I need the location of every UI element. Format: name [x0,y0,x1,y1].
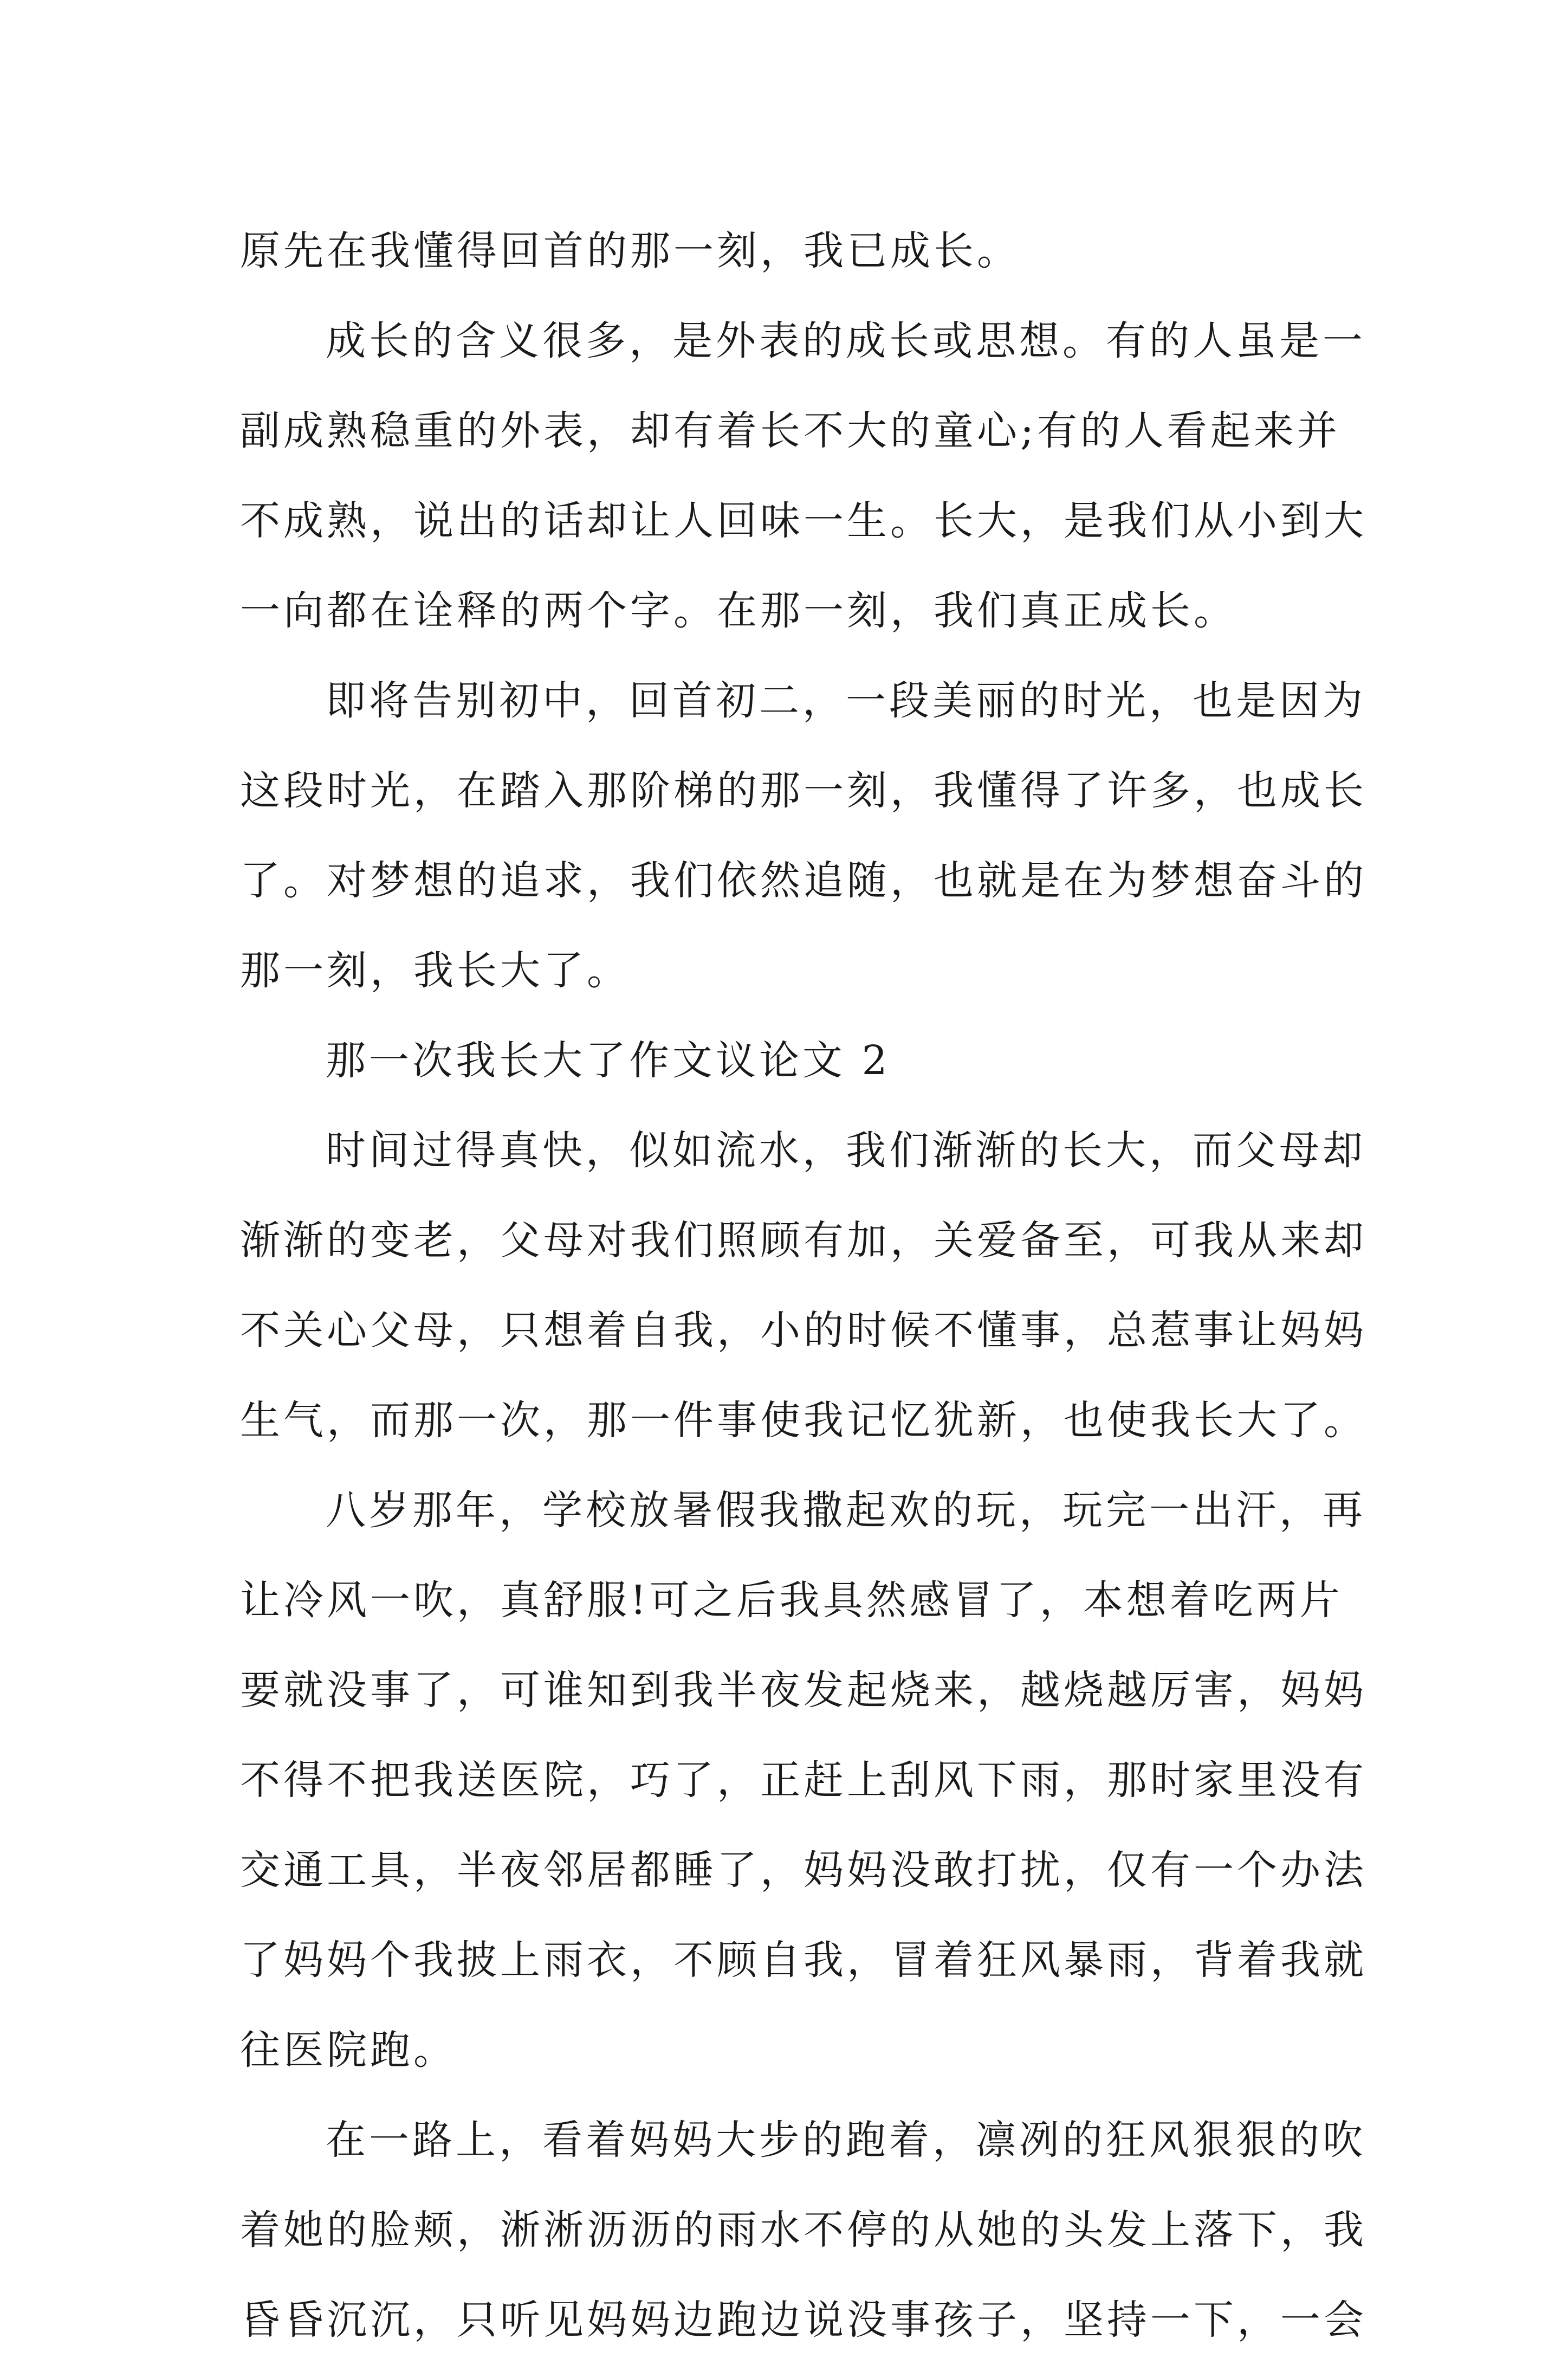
text-line: 这段时光，在踏入那阶梯的那一刻，我懂得了许多，也成长 [240,767,1367,814]
text-line: 副成熟稳重的外表，却有着长不大的童心;有的人看起来并 [240,408,1340,454]
text-line: 即将告别初中，回首初二，一段美丽的时光，也是因为 [326,677,1366,724]
text-line: 昏昏沉沉，只听见妈妈边跑边说没事孩子，坚持一下，一会 [240,2297,1367,2343]
text-line: 那一刻，我长大了。 [240,947,630,994]
text-line: 八岁那年，学校放暑假我撒起欢的玩，玩完一出汗，再 [326,1487,1366,1534]
text-line: 让冷风一吹，真舒服!可之后我具然感冒了，本想着吃两片 [240,1577,1343,1624]
text-line: 不关心父母，只想着自我，小的时候不懂事，总惹事让妈妈 [240,1307,1367,1354]
essay-body [240,206,1367,2365]
text-line: 了。对梦想的追求，我们依然追随，也就是在为梦想奋斗的 [240,857,1367,904]
text-line: 生气，而那一次，那一件事使我记忆犹新，也使我长大了。 [240,1397,1367,1444]
text-line: 成长的含义很多，是外表的成长或思想。有的人虽是一 [326,318,1366,364]
text-line: 着她的脸颊，淅淅沥沥的雨水不停的从她的头发上落下，我 [240,2207,1367,2253]
text-line: 渐渐的变老，父母对我们照顾有加，关爱备至，可我从来却 [240,1217,1367,1264]
text-line: 时间过得真快，似如流水，我们渐渐的长大，而父母却 [326,1127,1366,1174]
text-line: 交通工具，半夜邻居都睡了，妈妈没敢打扰，仅有一个办法 [240,1847,1367,1894]
text-line: 不得不把我送医院，巧了，正赶上刮风下雨，那时家里没有 [240,1757,1367,1804]
text-line: 要就没事了，可谁知到我半夜发起烧来，越烧越厉害，妈妈 [240,1667,1367,1714]
text-line: 在一路上，看着妈妈大步的跑着，凛冽的狂风狠狠的吹 [326,2117,1366,2163]
text-line: 不成熟，说出的话却让人回味一生。长大，是我们从小到大 [240,497,1367,544]
text-line: 往医院跑。 [240,2027,457,2073]
text-line: 一向都在诠释的两个字。在那一刻，我们真正成长。 [240,587,1237,634]
text-line: 了妈妈个我披上雨衣，不顾自我，冒着狂风暴雨，背着我就 [240,1937,1367,1983]
text-line: 原先在我懂得回首的那一刻，我已成长。 [240,228,1020,274]
section-heading: 那一次我长大了作文议论文 2 [326,1037,891,1084]
